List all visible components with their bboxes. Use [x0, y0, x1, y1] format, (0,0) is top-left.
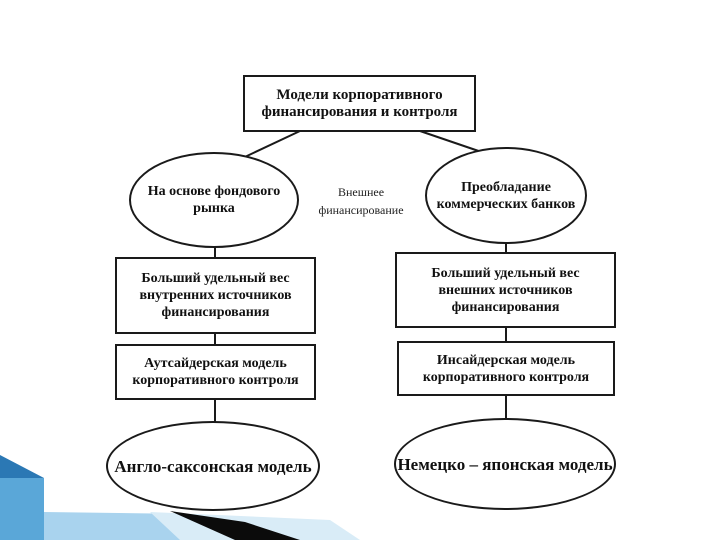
- left-box1-line-1: Больший удельный вес: [141, 271, 290, 286]
- left-box-outsider-model: [115, 344, 316, 400]
- left-box1-line-2: внутренних источников: [139, 288, 292, 303]
- right-box1-line-1: Больший удельный вес: [431, 265, 580, 281]
- left-oval-line-3: рынка: [193, 201, 235, 216]
- left-box-internal-sources: [115, 257, 316, 334]
- left-result-line-2: модель: [257, 456, 312, 476]
- right-oval-line-3: банков: [531, 196, 576, 212]
- root-line-2: финансирования и контроля: [261, 103, 458, 120]
- left-oval-anglo-saxon-model: [106, 421, 320, 511]
- left-box1-line-3: финансирования: [161, 305, 270, 320]
- right-oval-german-japanese-model: [394, 418, 616, 510]
- external-financing-note: [305, 183, 417, 219]
- root-box: [243, 75, 476, 132]
- left-oval-stock-market: [129, 152, 299, 248]
- left-box2-line-2: корпоративного контроля: [132, 373, 299, 388]
- left-oval-line-2: фондового: [214, 184, 281, 199]
- right-oval-line-1: Преобладание: [461, 179, 551, 195]
- right-result-line-1: Немецко –: [397, 454, 478, 474]
- right-box2-line-2: корпоративного контроля: [422, 369, 590, 385]
- right-box1-line-2: внешних источников: [438, 282, 573, 298]
- right-oval-line-2: коммерческих: [436, 196, 528, 212]
- right-result-line-2: японская модель: [482, 454, 613, 474]
- note-line-2: финансирование: [318, 203, 404, 217]
- right-oval-commercial-banks: [425, 147, 587, 244]
- right-box2-line-1: Инсайдерская модель: [436, 352, 576, 368]
- right-box1-line-3: финансирования: [451, 299, 560, 315]
- right-box-external-sources: [395, 252, 616, 328]
- left-result-line-1: Англо-саксонская: [114, 456, 254, 476]
- right-box-insider-model: [397, 341, 615, 396]
- root-line-1: Модели корпоративного: [276, 86, 443, 103]
- note-line-1: Внешнее: [337, 185, 385, 199]
- left-oval-line-1: На основе: [147, 184, 211, 199]
- left-box2-line-1: Аутсайдерская модель: [144, 356, 287, 371]
